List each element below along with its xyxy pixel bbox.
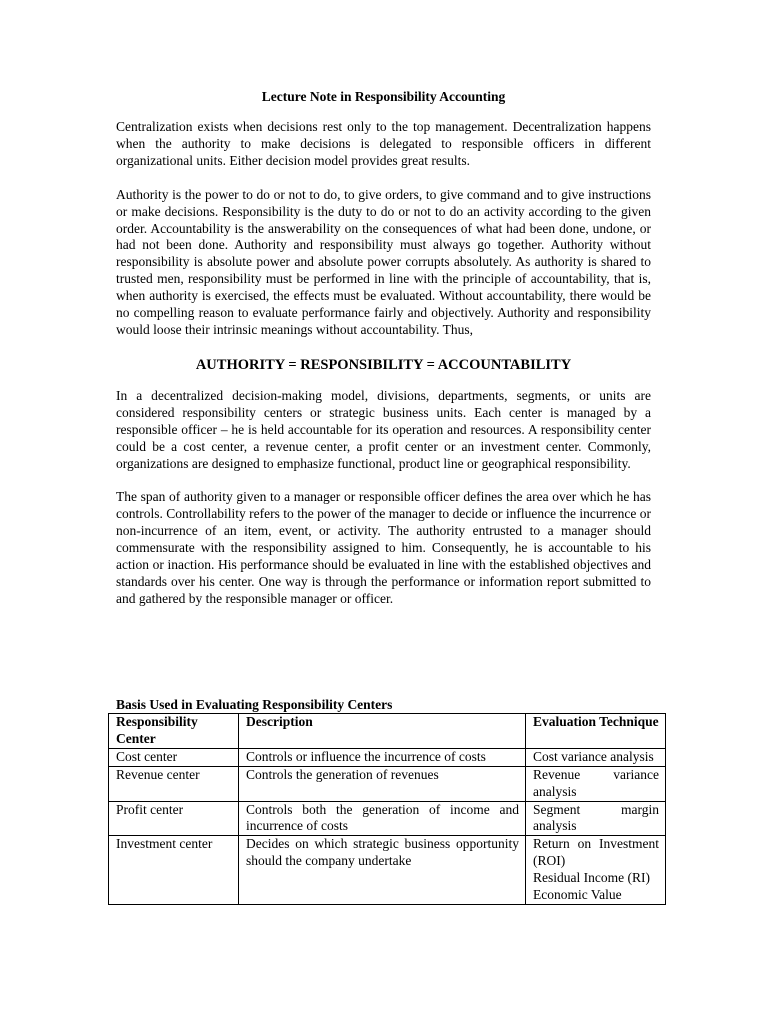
cell-description: Controls or influence the incurrence of costs (239, 748, 526, 766)
cell-technique: Segment margin analysis (526, 801, 666, 836)
document-body (116, 88, 651, 625)
table-header-row (109, 714, 666, 749)
responsibility-centers-table (108, 713, 666, 905)
table-row (109, 836, 666, 905)
cell-technique: Revenue variance analysis (526, 766, 666, 801)
table-caption: Basis Used in Evaluating Responsibility Centers (116, 697, 393, 712)
cell-technique (526, 836, 666, 905)
paragraph-span-of-authority: The span of authority given to a manager or responsible officer defines the area over which he has controls. Controllability refers to the power of the manager to decide or influence the incurrence or non-incurrence of an item, event, or activity. The authority entrusted to a manager should commensurate with the responsibility assigned to him. Consequently, he is accountable to his action or inaction. His performance should be evaluated in line with the established objectives and standards over his center. One way is through the performance or information report submitted to and gathered by the responsible manager or officer. (116, 489, 651, 606)
cell-center: Profit center (109, 801, 239, 836)
header-description: Description (239, 714, 526, 749)
header-responsibility-center: Responsibility Center (109, 714, 239, 749)
paragraph-decentralized: In a decentralized decision-making model, divisions, departments, segments, or units are considered responsibility centers or strategic business units. Each center is managed by a responsible officer – he is held accountable for its operation and resources. A responsibility center could be a cost center, a revenue center, a profit center or an investment center. Commonly, organizations are designed to emphasize functional, product line or geographical responsibility. (116, 387, 651, 471)
cell-technique: Cost variance analysis (526, 748, 666, 766)
document-title: Lecture Note in Responsibility Accounting (261, 89, 506, 104)
cell-description: Controls both the generation of income and incurrence of costs (239, 801, 526, 836)
paragraph-authority: Authority is the power to do or not to do, to give orders, to give command and to give instructions or make decisions. Responsibility is the duty to do or not to do an activity according to the given order. Accountability is the answerability on the consequences of what had been done, undone, or had not been done. Authority and responsibility must always go together. Authority without responsibility is absolute power and absolute power corrupts absolutely. As authority is shared to trusted men, responsibility must be performed in line with the principle of accountability, that is, when authority is exercised, the effects must be evaluated. Without accountability, there would be no compelling reason to evaluate performance fairly and objectively. Authority and responsibility would loose their intrinsic meanings without accountability. Thus, (116, 186, 651, 337)
technique-eva: Economic Value (533, 887, 622, 903)
technique-ri: Residual Income (RI) (533, 870, 650, 886)
table-row (109, 801, 666, 836)
paragraph-centralization: Centralization exists when decisions rest only to the top management. Decentralization happens when the authority to make decisions is delegated to responsible officers in different organizational units. Either decision model provides great results. (116, 119, 651, 168)
cell-center: Cost center (109, 748, 239, 766)
technique-roi: Return on Investment (ROI) (533, 836, 659, 869)
cell-center: Revenue center (109, 766, 239, 801)
table-row (109, 766, 666, 801)
header-evaluation-technique: Evaluation Technique (526, 714, 666, 749)
cell-center: Investment center (109, 836, 239, 905)
table-row (109, 748, 666, 766)
cell-description: Controls the generation of revenues (239, 766, 526, 801)
equation: AUTHORITY = RESPONSIBILITY = ACCOUNTABILITY (195, 356, 572, 373)
cell-description: Decides on which strategic business opportunity should the company undertake (239, 836, 526, 905)
